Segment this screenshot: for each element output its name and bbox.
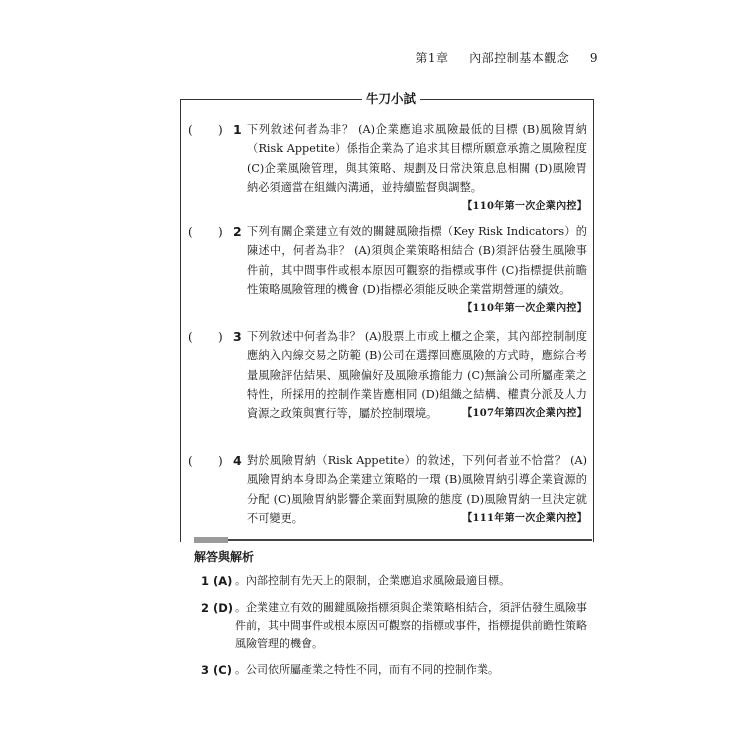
page-number: 9 [589,51,598,65]
question-body: 下列敘述中何者為非？ (A)股票上市或上櫃之企業，其內部控制制度應納入內線交易之防範 (B)公司在選擇回應風險的方式時，應綜合考量風險評估結果、風險偏好及風險承擔能力 (C)無論公司所屬產業之特性，所採用的控制作業皆應相同 (D)組織之結構、權責分派及人力資源之政策與實行等，屬於控制環境。 [247,330,587,421]
answer-number: 1 (A) [201,574,233,588]
answer-number: 2 (D) [201,601,234,615]
question-text [247,327,587,423]
answer-text: 。公司依所屬產業之特性不同，而有不同的控制作業。 [235,663,499,676]
question-body: 下列有關企業建立有效的關鍵風險指標（Key Risk Indicators）的陳述中，何者為非？ (A)須與企業策略相結合 (B)須評估發生風險事件前，其中間事件或根本原因可觀察的指標或事件 (C)指標提供前瞻性策略風險管理的機會 (D)指標必須能反映企業當期營運的績效。 [247,225,587,296]
question-body: 對於風險胃納（Risk Appetite）的敘述，下列何者並不恰當？ (A)風險胃納本身即為企業建立策略的一環 (B)風險胃納引導企業資源的分配 (C)風險胃納影響企業面對風險的態度 (D)風險胃納一旦決定就不可變更。 [247,454,587,525]
answer-paren-open: ( [188,123,193,137]
quiz-title: 牛刀小試 [362,89,420,107]
question-number: 3 [233,329,242,344]
answer-number: 3 (C) [201,663,232,677]
answer-paren-open: ( [188,330,193,344]
answer-paren-close: ) [218,123,223,137]
question-number: 2 [233,224,242,239]
question-number: 1 [233,122,242,137]
answer-item-2 [201,599,596,653]
question-text [247,451,587,528]
question-source: 【111年第一次企業內控】 [462,512,587,524]
question-text [247,120,587,216]
answer-paren-open: ( [188,225,193,239]
question-source: 【110年第一次企業內控】 [462,201,587,213]
answer-paren-close: ) [218,225,223,239]
answer-paren-close: ) [218,454,223,468]
answers-divider [194,539,592,541]
answers-title: 解答與解析 [194,550,255,564]
answer-item-3 [201,661,596,679]
question-source: 【107年第四次企業內控】 [462,408,587,420]
answer-paren-open: ( [188,454,193,468]
answer-text: 。內部控制有先天上的限制，企業應追求風險最適目標。 [235,574,510,587]
answer-text: 。企業建立有效的關鍵風險指標須與企業策略相結合，須評估發生風險事件前，其中間事件或根本原因可觀察的指標或事件，指標提供前瞻性策略風險管理的機會。 [235,601,587,650]
answer-paren-close: ) [218,330,223,344]
question-number: 4 [233,453,242,468]
chapter-label: 第1章 [415,51,449,65]
question-text [247,222,587,318]
question-source: 【110年第一次企業內控】 [462,303,587,315]
chapter-title: 內部控制基本觀念 [469,51,570,65]
running-head [415,49,598,66]
question-body: 下列敘述何者為非？ (A)企業應追求風險最低的目標 (B)風險胃納（Risk Appetite）係指企業為了追求其目標所願意承擔之風險程度 (C)企業風險管理，與其策略、規劃及日常決策息息相關 (D)風險胃納必須適當在組織內溝通，並持續監督與調整。 [247,123,587,194]
answer-item-1 [201,572,596,590]
answers-divider-accent [194,537,228,543]
